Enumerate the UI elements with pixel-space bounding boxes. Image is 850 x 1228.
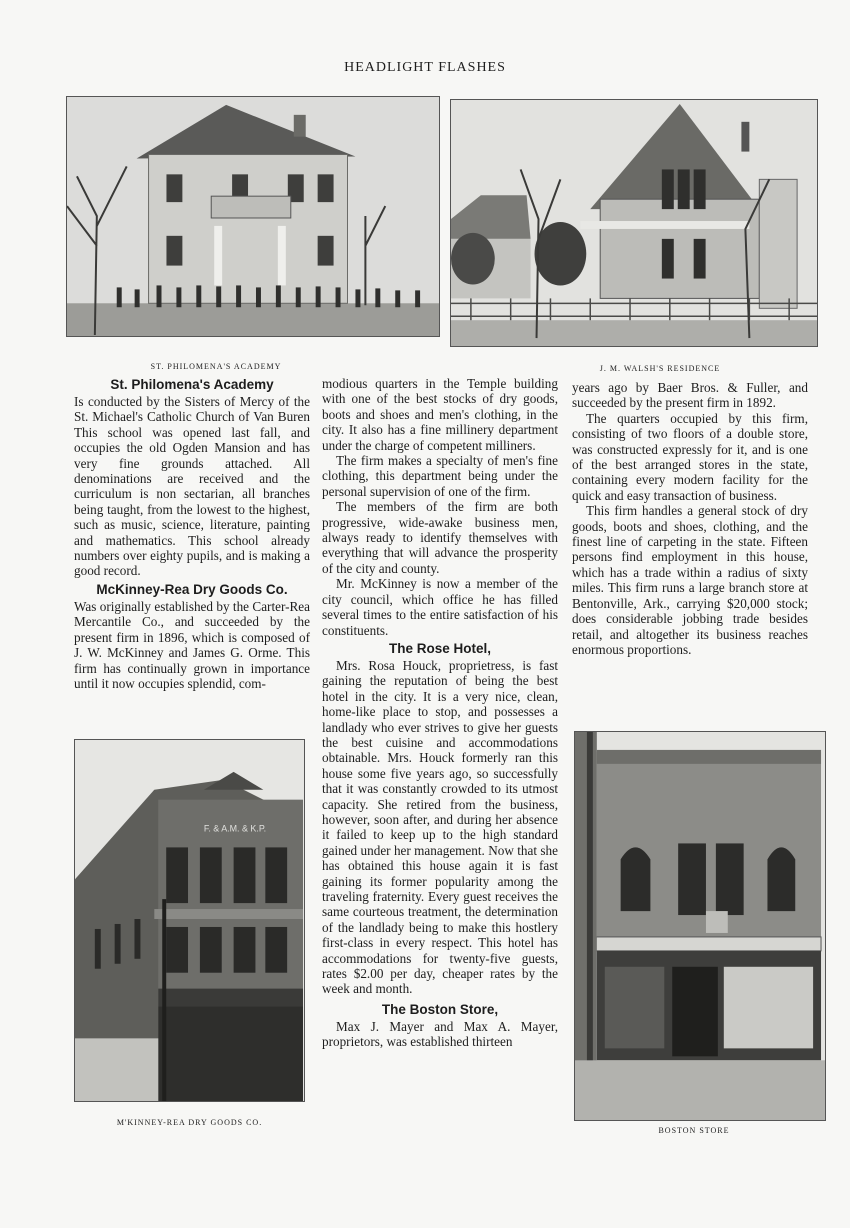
paragraph-mckinney-origin: Was originally established by the Carter-Rea Mercantile Co., and succeeded by the present firm in 1896, which is composed of J. W. McKinney and James G. Orme. This firm has continually grown in importance until it now occupies splendid, com- [74,598,310,691]
academy-photo [66,96,440,337]
walsh-caption: J. M. WALSH'S RESIDENCE [599,364,721,373]
paragraph-boston-succession: years ago by Baer Bros. & Fuller, and succeeded by the present firm in 1892. [572,380,808,411]
paragraph-city-council: Mr. McKinney is now a member of the city council, which office he has filled several times to the entire satisfaction of his constituents. [322,576,558,638]
paragraph-mckinney-quarters: modious quarters in the Temple building with one of the best stocks of dry goods, boots and shoes and men's clothing, in the city. It also has a fine millinery department under the charge of competent milliners. [322,376,558,453]
column-2 [322,376,558,1050]
mckinney-caption: M'KINNEY-REA DRY GOODS CO. [116,1118,263,1127]
heading-boston-store: The Boston Store, [381,1001,499,1017]
heading-mckinney-rea: McKinney-Rea Dry Goods Co. [96,581,288,597]
paragraph-academy: Is conducted by the Sisters of Mercy of the St. Michael's Catholic Church of Van Buren This school was opened last fall, and occupies the old Ogden Mansion and has very fine grounds attached. All denominations are received and the curriculum is non sectarian, all branches being taught, from the lowest to the highest, such as music, science, literature, painting and mathematics. This school already numbers over eighty pupils, and is making a good record. [74,394,310,579]
boston-store-photo [574,731,826,1121]
mckinney-building-illustration [75,740,304,1101]
academy-caption: ST. PHILOMENA'S ACADEMY [150,362,282,371]
paragraph-mens-clothing: The firm makes a specialty of men's fine clothing, this department being under the personal supervision of one of the firm. [322,453,558,499]
boston-caption: BOSTON STORE [658,1126,730,1135]
mckinney-rea-photo [74,739,305,1102]
paragraph-boston-proprietors: Max J. Mayer and Max A. Mayer, proprietors, was established thirteen [322,1018,558,1050]
column-3 [572,380,808,657]
heading-st-philomenas: St. Philomena's Academy [110,377,274,392]
walsh-house-illustration [451,100,817,346]
academy-building-illustration [67,97,439,336]
boston-store-illustration [575,732,825,1120]
heading-rose-hotel: The Rose Hotel, [388,640,491,656]
column-1 [74,376,310,691]
paragraph-boston-quarters: The quarters occupied by this firm, consisting of two floors of a double store, was constructed expressly for it, and is one of the best arranged stores in the state, containing every modern facility for the quick and easy transaction of business. [572,410,808,503]
paragraph-boston-stock: This firm handles a general stock of dry goods, boots and shoes, clothing, and the finest line of carpeting in the state. Fifteen persons find employment in this house, which has a trade within a radius of sixty miles. This firm runs a large branch store at Bentonville, Ark., carrying $20,000 stock; does considerable jobbing trade besides retail, and altogether its business reaches enormous proportions. [572,503,808,657]
mckinney-sign-text: F. & A.M. & K.P. [203,823,267,834]
paragraph-rose-hotel: Mrs. Rosa Houck, proprietress, is fast gaining the reputation of being the best hotel in the city. It is a very nice, clean, home-like place to stop, and possesses a landlady who ever strives to give her guests the best cuisine and accommodations obtainable. Mrs. Houck formerly ran this house some five years ago, so successfully that it was constantly crowded to its utmost capacity. She retired from the business, however, soon after, and during her absence it failed to keep up to the high standard gained under her management. Now that she has obtained this house again it is fast gaining its former popularity among the traveling fraternity. Every guest receives the same courteous treatment, the determination of the landlady being to make this hostlery first-class in every respect. This hotel has accommodations for twenty-five guests, rates $2.00 per day, cheaper rates by the week and month. [322,657,558,997]
running-head: HEADLIGHT FLASHES [344,60,506,75]
walsh-residence-photo [450,99,818,347]
paragraph-firm-members: The members of the firm are both progressive, wide-awake business men, always ready to identify themselves with everything that will advance the prosperity of the city and county. [322,499,558,576]
